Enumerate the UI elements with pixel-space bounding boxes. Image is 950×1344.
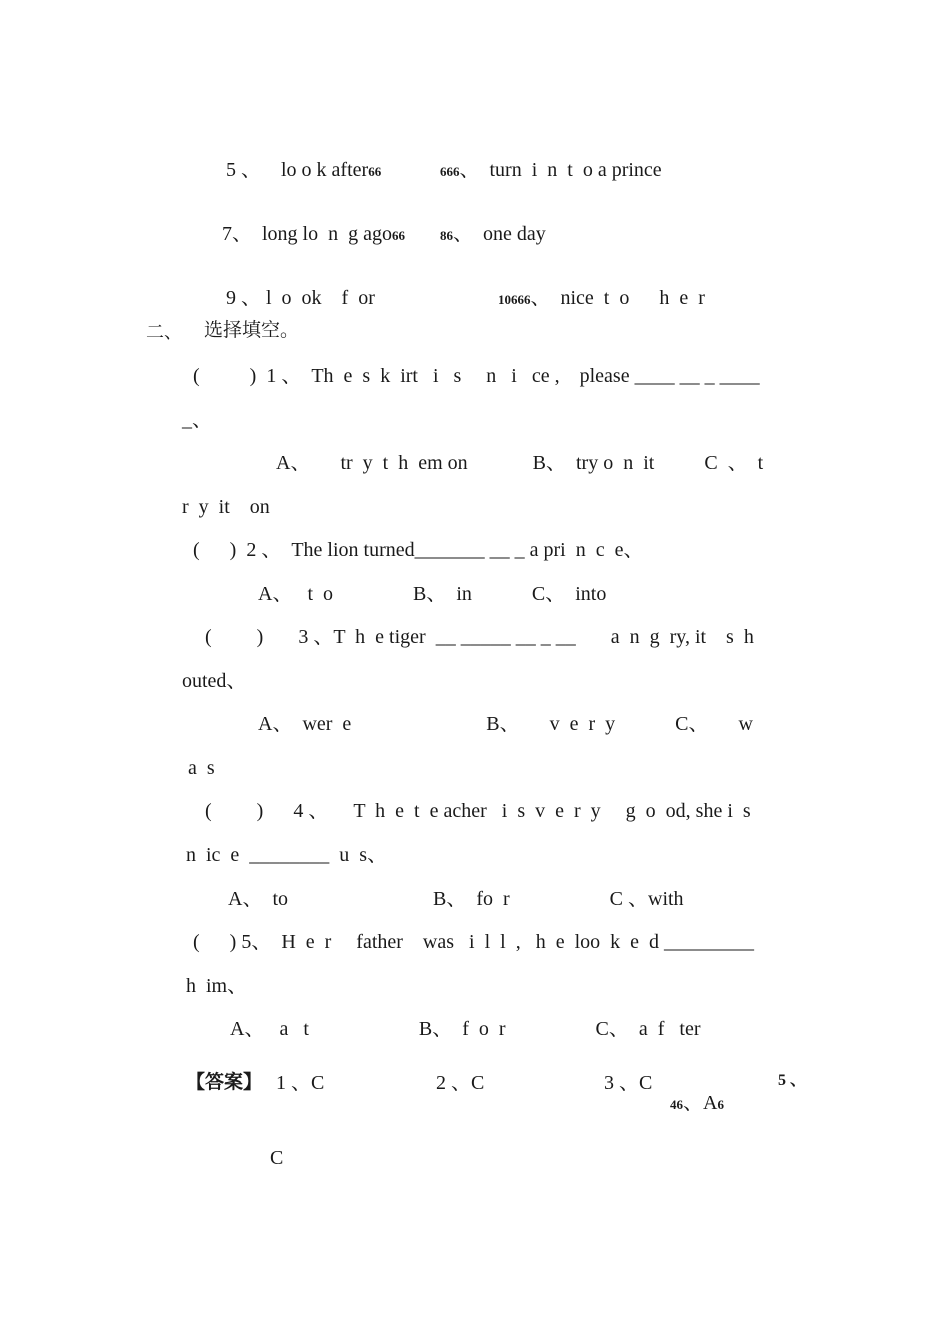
section-title: 选择填空。 [204,319,300,341]
phrase-9: 9 、 l o ok f or [226,287,375,309]
phrase-5-tail: 66 [368,164,382,179]
answer-4-tail-2: 6 [717,1097,724,1112]
section-number: 二、 [146,322,182,342]
phrase-10-num: 10 [498,292,511,307]
answer-4-num: 4 [670,1097,677,1112]
answer-5-cont: C [270,1147,284,1169]
phrase-5: 5 、 lo o k after [226,159,369,181]
answer-4-tail: 6 [676,1097,683,1112]
phrase-6: 、 turn i n t o a prince [459,159,662,181]
phrase-6-tail: 66 [446,164,460,179]
question-1-options-cont: r y it on [182,496,270,518]
phrase-10: 、 nice t o h e r [530,287,705,309]
question-4-stem: ( ) 4 、 T h e t e acher i s v e r y g o od, she i s [205,800,751,822]
phrase-7-tail: 66 [392,228,405,243]
question-4-options: A、 to B、 fo r C 、with [228,888,684,910]
answer-label: 【答案】 [186,1071,263,1093]
phrase-row-3 [216,268,375,308]
answer-4-text: 、A [683,1092,718,1114]
phrase-row-1 [216,140,381,180]
answer-1: 1 、C [276,1072,325,1094]
phrase-8-num: 8 [440,228,447,243]
answer-4 [660,1073,724,1113]
question-1-options: A、 tr y t h em on B、 try o n it C 、 t [276,452,764,474]
phrase-10-tail: 666 [511,292,531,307]
phrase-row-2b [430,204,546,244]
question-5-stem: ( ) 5、 H e r father was i l l , h e loo k e d _________ [193,931,755,953]
question-3-options-cont: a s [188,757,215,779]
question-5-stem-cont: h im、 [186,975,248,997]
question-2-options: A、 t o B、 in C、 into [258,583,607,605]
phrase-row-2 [212,204,405,244]
phrase-row-1b [430,140,662,180]
phrase-8: 、 one day [453,223,546,245]
question-3-stem-cont: outed、 [182,670,247,692]
phrase-7: 7、 long lo n g ago [222,223,392,245]
phrase-row-3b [488,268,705,308]
question-4-stem-cont: n ic e ________ u s、 [186,844,388,866]
question-3-options: A、 wer e B、 v e r y C、 w [258,713,753,735]
question-5-options: A、 a t B、 f o r C、 a f ter [230,1018,701,1040]
answer-5: 5 、 [778,1072,807,1089]
answer-2: 2 、C [436,1072,485,1094]
answer-3: 3 、C [604,1072,653,1094]
phrase-6-num: 6 [440,164,447,179]
question-2-stem: ( ) 2 、 The lion turned_______ __ _ a pri n c e、 [193,539,644,561]
phrase-8-tail: 6 [446,228,453,243]
question-1-stem: ( ) 1 、 Th e s k irt i s n i ce , please ____ __ _ ____ [193,365,760,387]
question-1-stem-cont: _、 [182,409,212,431]
question-3-stem: ( ) 3 、T h e tiger __ _____ __ _ __ a n g ry, it s h [205,626,754,648]
